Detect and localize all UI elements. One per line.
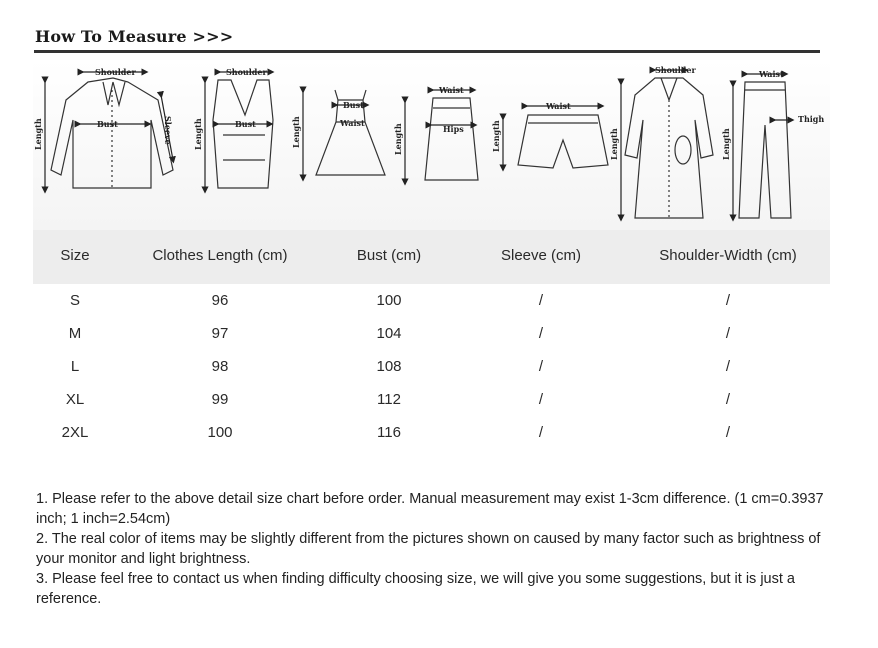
shoulder-cell: /	[725, 325, 731, 342]
bust-label-3: Bust	[343, 100, 364, 110]
length-label-4: Length	[393, 123, 403, 155]
tank-top-icon	[213, 80, 273, 188]
bust-cell: 116	[377, 424, 401, 441]
size-notes	[36, 489, 836, 609]
bust-cell: 112	[377, 391, 401, 408]
header-sleeve: Sleeve (cm)	[500, 247, 582, 264]
shoulder-label-6: Shoulder	[655, 65, 696, 75]
sleeve-label: Sleeve	[163, 116, 173, 145]
header-clothes-length: Clothes Length (cm)	[152, 247, 288, 264]
table-row	[33, 391, 830, 424]
shorts-icon	[518, 115, 608, 168]
length-cell: 100	[207, 424, 233, 441]
length-label: Length	[33, 118, 43, 150]
coat-icon	[625, 78, 713, 218]
bust-cell: 104	[376, 325, 402, 342]
length-cell: 99	[211, 391, 229, 408]
waist-label-3: Waist	[340, 118, 365, 128]
measurement-illustrations	[33, 60, 830, 230]
length-cell: 96	[211, 292, 229, 309]
length-label-5: Length	[491, 120, 501, 152]
bust-label-2: Bust	[235, 119, 256, 129]
sleeve-cell: /	[538, 325, 544, 342]
sleeve-cell: /	[538, 424, 544, 441]
note-3: 3. Please feel free to contact us when finding difficulty choosing size, we will give you some suggestions, but it is just a reference.	[36, 571, 795, 607]
sleeve-cell: /	[538, 358, 544, 375]
shoulder-label-2: Shoulder	[226, 67, 267, 77]
header-title: How To Measure >>>	[35, 27, 234, 46]
waist-label-4: Waist	[439, 85, 464, 95]
skirt-icon	[425, 98, 478, 180]
shoulder-cell: /	[725, 292, 731, 309]
size-cell: L	[70, 358, 80, 375]
header-size: Size	[60, 247, 90, 264]
size-cell: XL	[65, 391, 85, 408]
header-divider	[34, 50, 820, 53]
table-row	[33, 424, 830, 457]
table-row	[33, 358, 830, 391]
size-cell: M	[68, 325, 82, 342]
table-row	[33, 325, 830, 358]
length-label-6: Length	[609, 128, 619, 160]
length-label-7: Length	[721, 128, 731, 160]
shoulder-cell: /	[725, 424, 731, 441]
header-shoulder-width: Shoulder-Width (cm)	[659, 247, 797, 264]
shoulder-cell: /	[725, 358, 731, 375]
length-label-2: Length	[193, 118, 203, 150]
length-label-3: Length	[291, 116, 301, 148]
hips-label: Hips	[443, 124, 464, 134]
size-cell: 2XL	[61, 424, 89, 441]
bust-cell: 108	[376, 358, 402, 375]
waist-label-7: Waist	[759, 69, 784, 79]
sleeve-cell: /	[538, 391, 544, 408]
size-table-header	[33, 230, 830, 284]
bust-cell: 100	[376, 292, 402, 309]
header-bust: Bust (cm)	[356, 247, 422, 264]
sleeve-cell: /	[538, 292, 544, 309]
shoulder-label: Shoulder	[95, 67, 136, 77]
trousers-icon	[739, 82, 791, 218]
thigh-label: Thigh	[798, 114, 825, 124]
waist-label-5: Waist	[546, 101, 571, 111]
table-row	[33, 292, 830, 325]
length-cell: 97	[211, 325, 229, 342]
note-2: 2. The real color of items may be slightly different from the pictures shown on caused by many factor such as brightness of your monitor and light brightness.	[36, 531, 821, 567]
length-cell: 98	[211, 358, 229, 375]
bust-label: Bust	[97, 119, 118, 129]
note-1: 1. Please refer to the above detail size chart before order. Manual measurement may exist 1-3cm difference. (1 cm=0.3937 inch; 1 inch=2.54cm)	[36, 491, 824, 527]
how-to-measure-header	[34, 27, 820, 55]
size-cell: S	[69, 292, 81, 309]
blouse-icon	[51, 78, 173, 188]
shoulder-cell: /	[725, 391, 731, 408]
garment-diagrams	[33, 60, 830, 230]
